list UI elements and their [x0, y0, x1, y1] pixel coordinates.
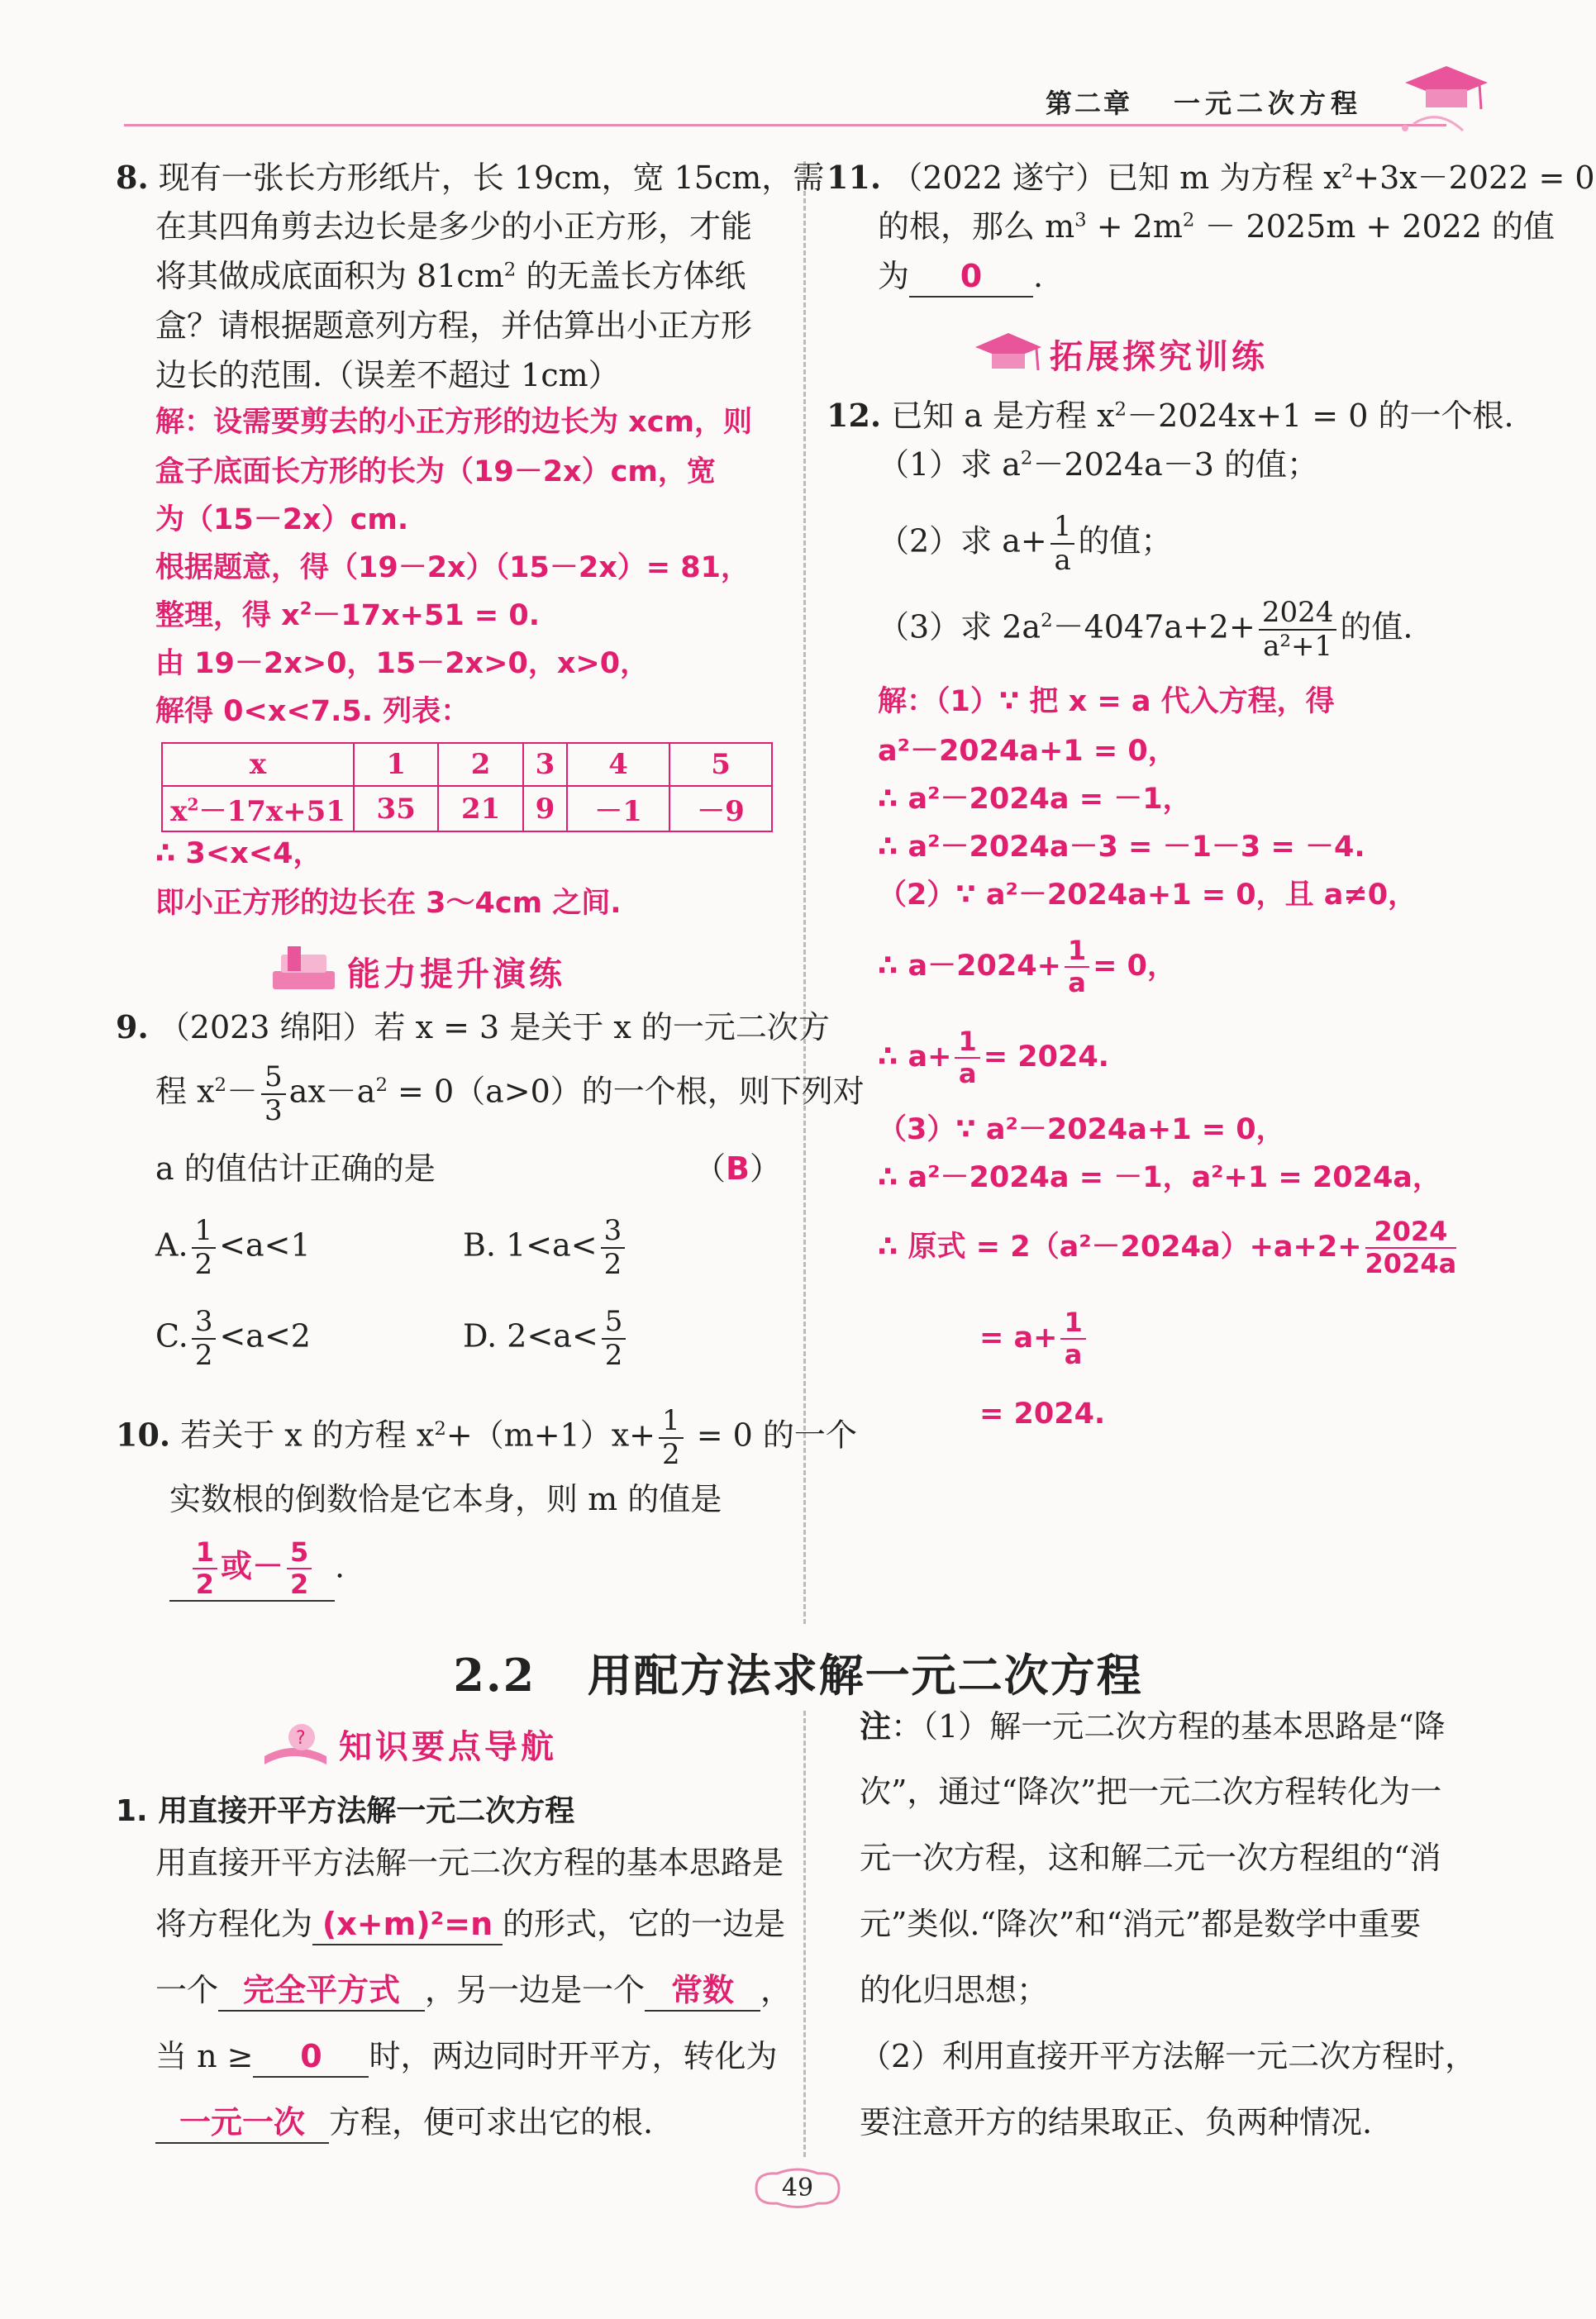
question-number: 10.: [116, 1416, 171, 1454]
table-row: x 1 2 3 4 5: [162, 743, 772, 786]
section-badge-ability: 能力提升演练: [264, 946, 645, 996]
question-number: 9.: [116, 1008, 149, 1045]
option-a: A. $\frac{1}{2}$ <a<1: [155, 1214, 311, 1282]
chapter-label: 第二章: [1046, 88, 1133, 119]
answer-9: B: [726, 1150, 750, 1187]
option-d: D. 2<a< $\frac{5}{2}$: [463, 1306, 629, 1372]
book-icon: [256, 1719, 335, 1769]
header-rule: [124, 124, 1446, 126]
blank-5: 一元一次: [179, 2104, 305, 2140]
blank-3: 常数: [671, 1972, 735, 2008]
graduation-cap-icon: [1389, 58, 1496, 144]
graduation-cap-icon: [967, 329, 1046, 379]
answer-11: 0: [960, 258, 983, 294]
option-b: B. 1<a< $\frac{3}{2}$: [463, 1215, 628, 1281]
section-badge-knowledge: ? 知识要点导航: [256, 1719, 669, 1769]
section-title: 2.2 用配方法求解一元二次方程: [453, 1649, 1143, 1702]
question-number: 12.: [827, 397, 882, 434]
question-number: 8.: [116, 159, 149, 196]
page-number-badge: 49: [748, 2165, 847, 2211]
question-number: 11.: [827, 159, 882, 196]
chapter-title: 一元二次方程: [1174, 88, 1363, 119]
option-c: C. $\frac{3}{2}$ <a<2: [155, 1305, 311, 1373]
table-row: $x^2-17x+51$ 35 21 9 －1 －9: [162, 786, 772, 831]
book-stack-icon: [264, 946, 343, 996]
blank-1: (x+m)²=n: [322, 1906, 493, 1942]
answer-8-final: 即小正方形的边长在 3～4cm 之间.: [155, 887, 622, 920]
blank-4: 0: [300, 2038, 322, 2074]
section-badge-extension: 拓展探究训练: [967, 329, 1380, 379]
blank-2: 完全平方式: [243, 1972, 401, 2008]
answer-10-blank: $\frac{1}{2}$ 或－ $\frac{5}{2}$: [169, 1537, 335, 1602]
column-divider-bottom: [803, 1711, 806, 2157]
answer-8-conclusion: ∴ 3<x<4，: [155, 837, 322, 870]
svg-text:?: ?: [296, 1728, 306, 1749]
value-table: [161, 742, 773, 832]
